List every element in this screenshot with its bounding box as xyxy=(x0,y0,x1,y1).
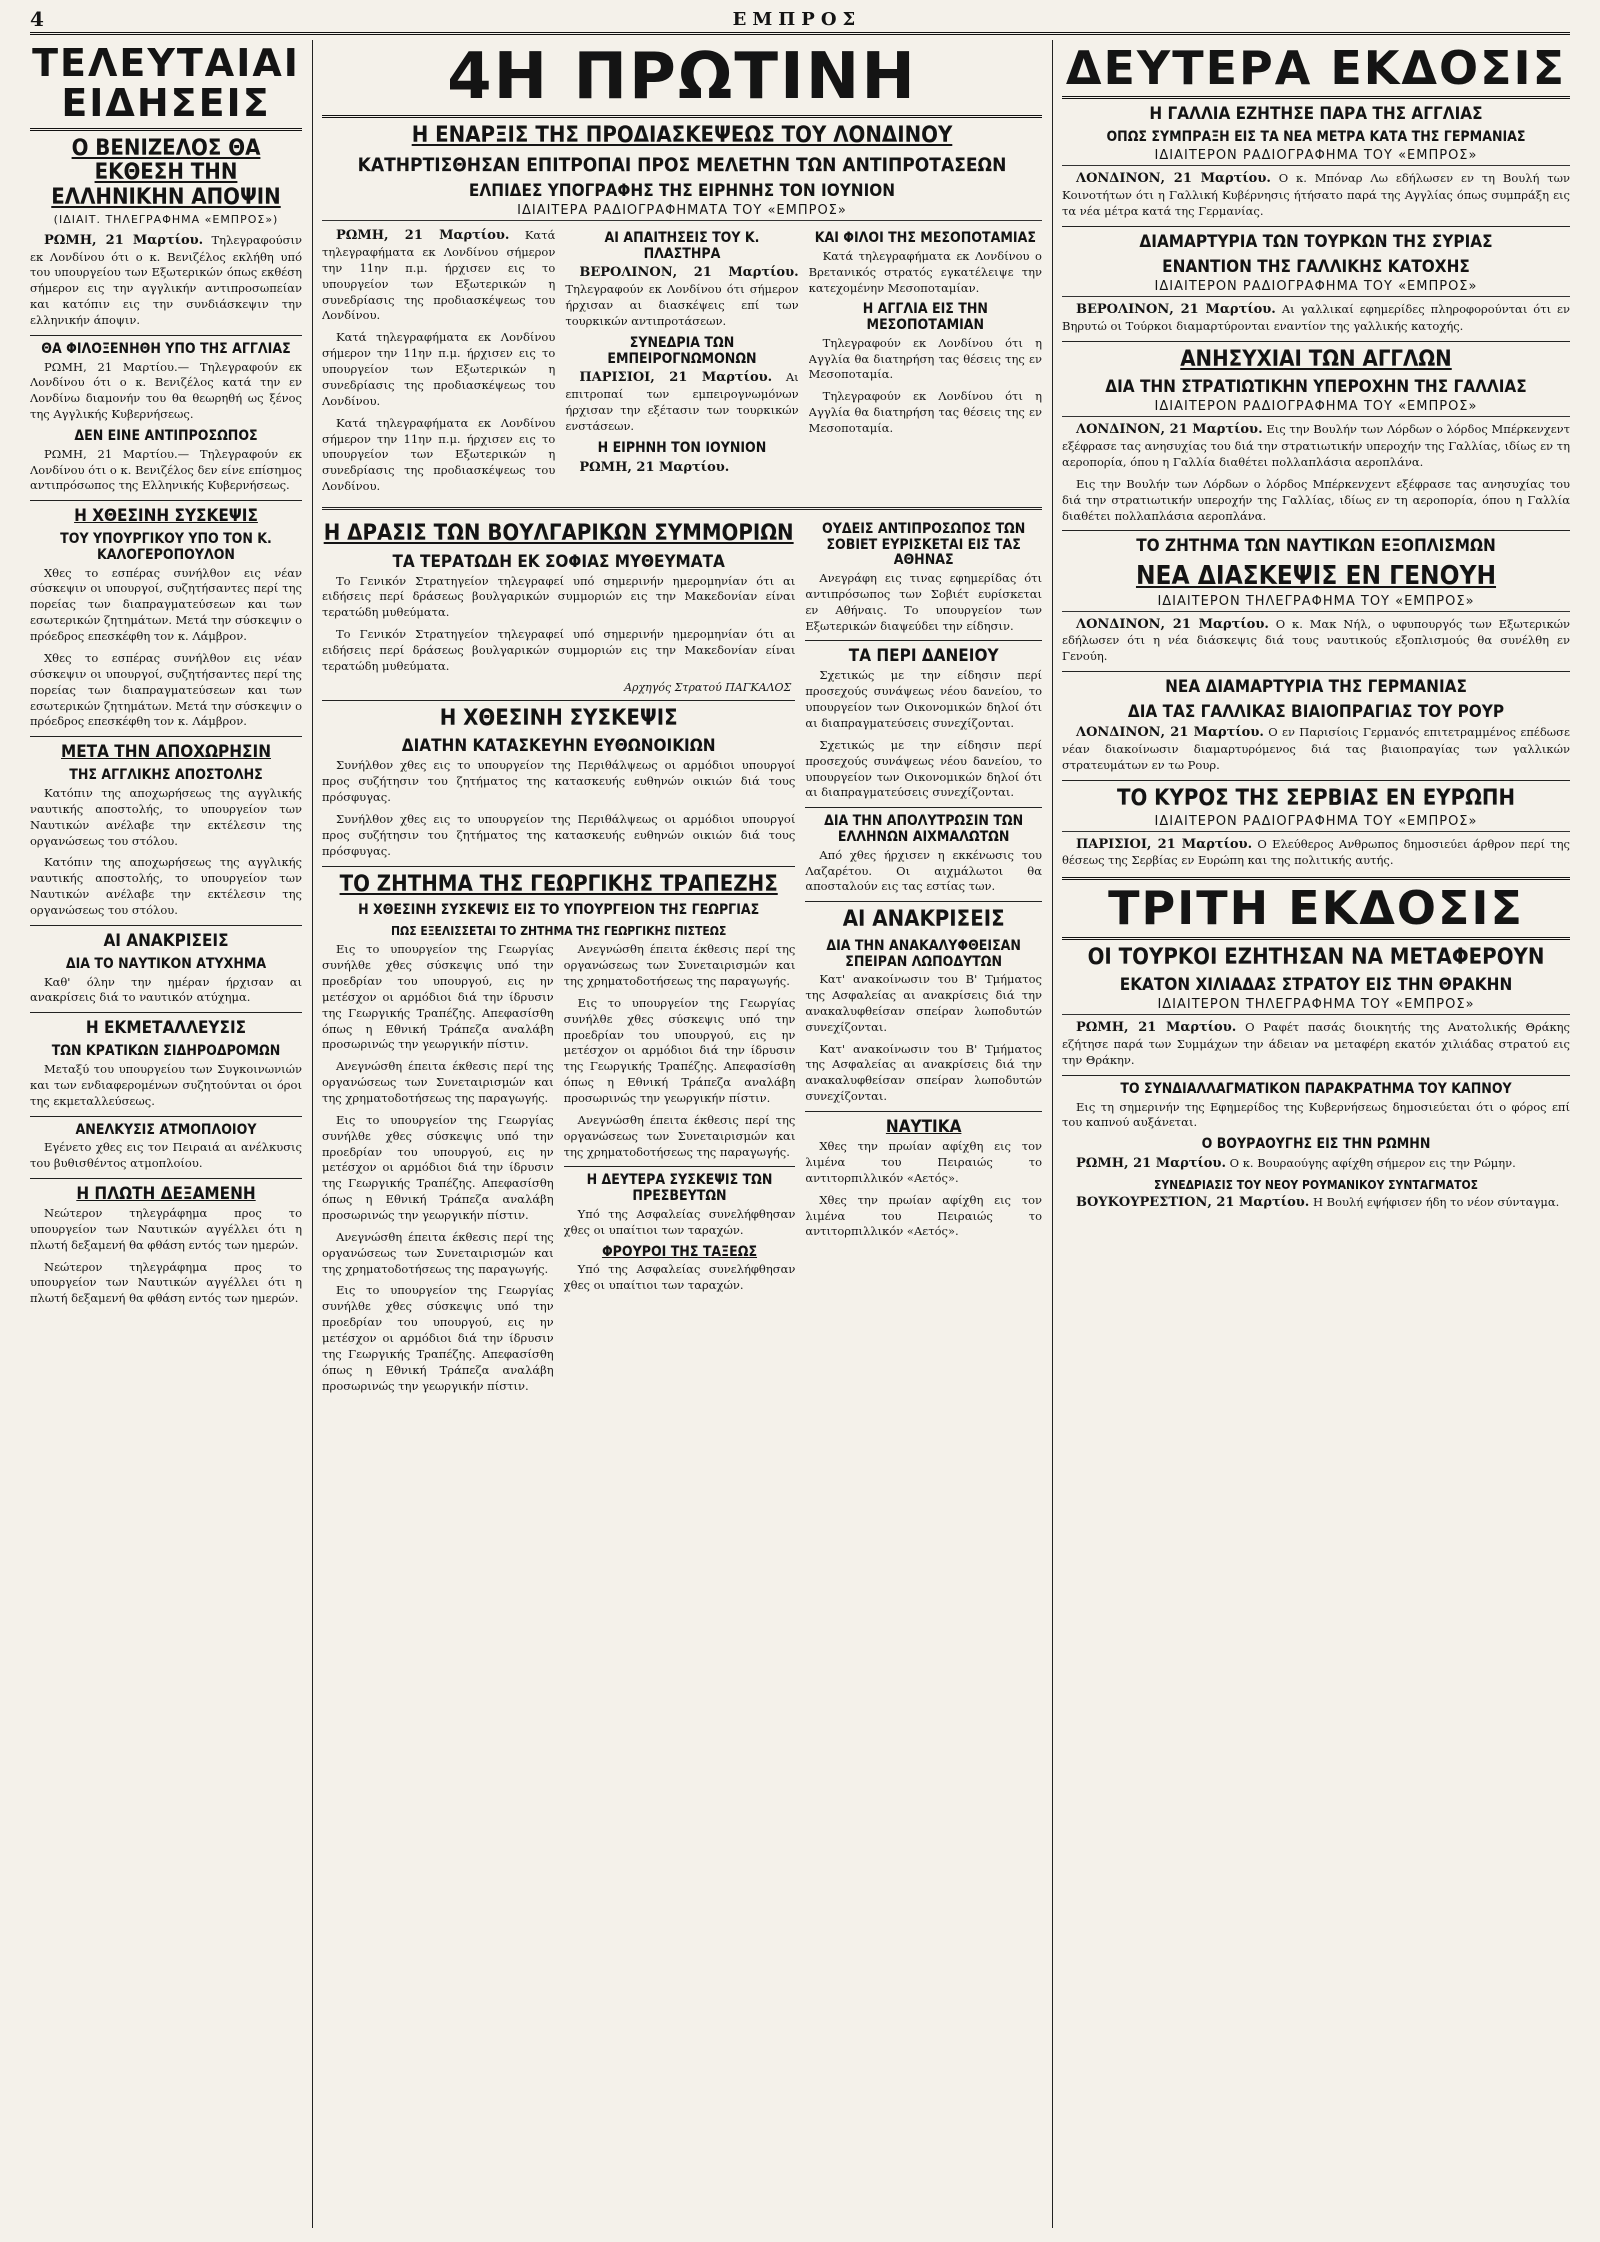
headline: Η ΧΘΕΣΙΝΗ ΣΥΣΚΕΨΙΣ xyxy=(439,705,678,731)
subheadline: ΤΩΝ ΚΡΑΤΙΚΩΝ ΣΙΔΗΡΟΔΡΟΜΩΝ xyxy=(51,1043,281,1060)
headline: ΤΟ ΖΗΤΗΜΑ ΤΗΣ ΓΕΩΡΓΙΚΗΣ ΤΡΑΠΕΖΗΣ xyxy=(339,871,778,897)
subheadline: ΕΚΑΤΟΝ ΧΙΛΙΑΔΑΣ ΣΤΡΑΤΟΥ ΕΙΣ ΤΗΝ ΘΡΑΚΗΝ xyxy=(1119,975,1513,996)
article-text: Υπό της Ασφαλείας συνελήφθησαν χθες οι υπαίτιοι των ταραχών. xyxy=(563,1262,796,1293)
headline: Η ΔΕΥΤΕΡΑ ΣΥΣΚΕΨΙΣ ΤΩΝ ΠΡΕΣΒΕΥΤΩΝ xyxy=(586,1172,773,1205)
headline: ΤΑ ΠΕΡΙ ΔΑΝΕΙΟΥ xyxy=(848,646,999,667)
dateline: ΒΕΡΟΛΙΝΟΝ, 21 Μαρτίου. xyxy=(1076,301,1276,317)
lead-story-columns xyxy=(322,225,1042,501)
headline: ΝΕΑ ΔΙΑΜΑΡΤΥΡΙΑ ΤΗΣ ΓΕΡΜΑΝΙΑΣ xyxy=(1165,677,1467,698)
right-banner: ΔΕΥΤΕΡΑ ΕΚΔΟΣΙΣ xyxy=(1062,40,1570,99)
left-column xyxy=(30,40,302,2228)
page-header xyxy=(30,6,1570,35)
article-text: Εις τη σημερινήν της Εφημερίδος της Κυβερνήσεως δημοσιεύεται ότι ο φόρος επί του καπνού αυξάνεται. xyxy=(1062,1099,1570,1130)
headline: ΔΙΑΜΑΡΤΥΡΙΑ ΤΩΝ ΤΟΥΡΚΩΝ ΤΗΣ ΣΥΡΙΑΣ xyxy=(1139,231,1493,252)
article-text: Χθες το εσπέρας συνήλθον εις νέαν σύσκεψιν οι υπουργοί, συζητήσαντες περί της πορείας των διαπραγματεύσεων και των εσωτερικών ζητημάτων. Μετά την σύσκεψιν ο πρόεδρος επεσκέφθη τον κ. Λάμβρον. xyxy=(30,565,302,644)
headline: ΦΡΟΥΡΟΙ ΤΗΣ ΤΑΞΕΩΣ xyxy=(601,1243,758,1260)
headline: Η ΕΚΜΕΤΑΛΛΕΥΣΙΣ xyxy=(85,1018,247,1039)
page-number: 4 xyxy=(30,7,44,31)
article-text: Η Βουλή εψήφισεν ήδη το νέον σύνταγμα. xyxy=(1312,1195,1560,1210)
headline: ΣΥΝΕΔΡΙΑΣΙΣ ΤΟΥ ΝΕΟΥ ΡΟΥΜΑΝΙΚΟΥ ΣΥΝΤΑΓΜΑΤΟΣ xyxy=(1153,1177,1479,1192)
article-text: Κατόπιν της αποχωρήσεως της αγγλικής ναυτικής αποστολής, το υπουργείον των Ναυτικών ανέλαβε την εκτέλεσιν της οργανώσεως του στόλου. xyxy=(30,855,302,917)
article-text: Χθες το εσπέρας συνήλθον εις νέαν σύσκεψιν οι υπουργοί, συζητήσαντες περί της πορείας των διαπραγματεύσεων και των εσωτερικών ζητημάτων. Μετά την σύσκεψιν ο πρόεδρος επεσκέφθη τον κ. Λάμβρον. xyxy=(30,650,302,729)
source-line: (ΙΔΙΑΙΤ. ΤΗΛΕΓΡΑΦΗΜΑ «ΕΜΠΡΟΣ») xyxy=(53,212,279,226)
article-text: Εις το υπουργείον της Γεωργίας συνήλθε χθες σύσκεψις υπό την προεδρίαν του υπουργού, εις ην μετέσχον οι αρμόδιοι διά την ίδρυσιν της Γεωργικής Τραπέζης. Απεφασίσθη όπως η Εθνική Τράπεζα αναλάβη προσωρινώς την γεωργικήν πίστιν. xyxy=(322,1283,554,1393)
article-text: Σχετικώς με την είδησιν περί προσεχούς συνάψεως νέου δανείου, το υπουργείον των Οικονομικών δηλοί ότι αι διαπραγματεύσεις συνεχίζονται. xyxy=(805,668,1042,730)
subheadline: ΕΛΠΙΔΕΣ ΥΠΟΓΡΑΦΗΣ ΤΗΣ ΕΙΡΗΝΗΣ ΤΟΝ ΙΟΥΝΙΟΝ xyxy=(468,181,896,202)
headline: ΤΟ ΣΥΝΔΙΑΛΛΑΓΜΑΤΙΚΟΝ ΠΑΡΑΚΡΑΤΗΜΑ ΤΟΥ ΚΑΠΝΟΥ xyxy=(1120,1080,1512,1097)
subheadline: ΔΙΑ ΤΟ ΝΑΥΤΙΚΟΝ ΑΤΥΧΗΜΑ xyxy=(65,955,267,972)
article-text: Χθες την πρωίαν αφίχθη εις τον λιμένα του Πειραιώς το αντιτορπιλλικόν «Αετός». xyxy=(805,1192,1042,1239)
headline: ΑΙ ΑΝΑΚΡΙΣΕΙΣ xyxy=(103,930,229,951)
article-text: Το Γενικόν Στρατηγείον τηλεγραφεί υπό σημερινήν ημερομηνίαν ότι αι ειδήσεις περί δράσεως βουλγαρικών συμμοριών εις την Μακεδονίαν είναι τερατώδη μυθεύματα. xyxy=(322,573,796,620)
headline: Η ΕΙΡΗΝΗ ΤΟΝ ΙΟΥΝΙΟΝ xyxy=(597,439,767,456)
subheadline: ΤΗΣ ΑΓΓΛΙΚΗΣ ΑΠΟΣΤΟΛΗΣ xyxy=(69,767,263,784)
subheadline: ΔΙΑΤΗΝ ΚΑΤΑΣΚΕΥΗΝ ΕΥΘΩΝΟΙΚΙΩΝ xyxy=(401,736,716,757)
headline: ΑΙ ΑΝΑΚΡΙΣΕΙΣ xyxy=(842,907,1005,933)
subheadline: ΝΕΑ ΔΙΑΣΚΕΨΙΣ ΕΝ ΓΕΝΟΥΗ xyxy=(1135,561,1497,592)
headline: ΟΥΔΕΙΣ ΑΝΤΙΠΡΟΣΩΠΟΣ ΤΩΝ ΣΟΒΙΕΤ ΕΥΡΙΣΚΕΤΑΙ ΕΙΣ ΤΑΣ ΑΘΗΝΑΣ xyxy=(822,520,1026,569)
headline: ΑΙ ΑΠΑΙΤΗΣΕΙΣ ΤΟΥ Κ. ΠΛΑΣΤΗΡΑ xyxy=(604,230,760,262)
article-text: Τηλεγραφούν εκ Λονδίνου ότι η Αγγλία θα διατηρήση τας θέσεις της εν Μεσοποταμία. xyxy=(808,335,1042,382)
article-text: Τηλεγραφούν εκ Λονδίνου ότι σήμερον ήρχισαν αι διασκέψεις επί των τουρκικών αντιπροτάσεων. xyxy=(565,282,799,329)
source-line: ΙΔΙΑΙΤΕΡΑ ΡΑΔΙΟΓΡΑΦΗΜΑΤΑ ΤΟΥ «ΕΜΠΡΟΣ» xyxy=(322,203,1042,221)
article-text: Νεώτερον τηλεγράφημα προς το υπουργείον των Ναυτικών αγγέλλει ότι η πλωτή δεξαμενή θα φθάση εντός των ημερών. xyxy=(30,1259,302,1306)
center-column xyxy=(322,40,1042,2228)
article-text: Ανεγνώσθη έπειτα έκθεσις περί της οργανώσεως των Συνεταιρισμών και της χρηματοδοτήσεως της παραγωγής. xyxy=(563,942,796,989)
article-text: Το Γενικόν Στρατηγείον τηλεγραφεί υπό σημερινήν ημερομηνίαν ότι αι ειδήσεις περί δράσεως βουλγαρικών συμμοριών εις την Μακεδονίαν είναι τερατώδη μυθεύματα. xyxy=(322,627,796,673)
source-line: ΙΔΙΑΙΤΕΡΟΝ ΤΗΛΕΓΡΑΦΗΜΑ ΤΟΥ «ΕΜΠΡΟΣ» xyxy=(1062,997,1570,1015)
right-column xyxy=(1062,40,1570,2228)
headline: ΝΑΥΤΙΚΑ xyxy=(885,1117,962,1138)
third-edition-banner: ΤΡΙΤΗ ΕΚΔΟΣΙΣ xyxy=(1062,877,1570,939)
article-text: Καθ' όλην την ημέραν ήρχισαν αι ανακρίσεις διά το ναυτικόν ατύχημα. xyxy=(30,974,302,1005)
article-text: ΡΩΜΗ, 21 Μαρτίου.— Τηλεγραφούν εκ Λονδίνου ότι ο κ. Βενιζέλος δεν είνε επίσημος αντιπρόσωπος της Ελληνικής Κυβερνήσεως. xyxy=(30,446,302,493)
article-text: Εγένετο χθες εις τον Πειραιά αι ανέλκυσις του βυθισθέντος ατμοπλοίου. xyxy=(30,1140,302,1171)
signature: Αρχηγός Στρατού ΠΑΓΚΑΛΟΣ xyxy=(624,680,792,694)
dateline: ΠΑΡΙΣΙΟΙ, 21 Μαρτίου. xyxy=(1076,836,1253,852)
dateline: ΡΩΜΗ, 21 Μαρτίου. xyxy=(579,459,730,475)
source-line: ΙΔΙΑΙΤΕΡΟΝ ΡΑΔΙΟΓΡΑΦΗΜΑ ΤΟΥ «ΕΜΠΡΟΣ» xyxy=(1062,399,1570,417)
left-banner: ΤΕΛΕΥΤΑΙΑΙ ΕΙΔΗΣΕΙΣ xyxy=(30,40,302,131)
headline: ΑΝΕΛΚΥΣΙΣ ΑΤΜΟΠΛΟΙΟΥ xyxy=(75,1121,257,1138)
article-text: Αι επιτροπαί των εμπειρογνωμόνων ήρχισαν την εξέτασιν των τουρκικών ενστάσεων. xyxy=(565,370,799,433)
dateline: ΛΟΝΔΙΝΟΝ, 21 Μαρτίου. xyxy=(1076,616,1269,632)
article-text: Κατόπιν της αποχωρήσεως της αγγλικής ναυτικής αποστολής, το υπουργείον των Ναυτικών ανέλαβε την εκτέλεσιν της οργανώσεως του στόλου. xyxy=(30,785,302,848)
subheadline: Η ΧΘΕΣΙΝΗ ΣΥΣΚΕΨΙΣ ΕΙΣ ΤΟ ΥΠΟΥΡΓΕΙΟΝ ΤΗΣ ΓΕΩΡΓΙΑΣ xyxy=(358,902,760,919)
dateline: ΡΩΜΗ, 21 Μαρτίου. xyxy=(44,232,204,248)
dateline: ΛΟΝΔΙΝΟΝ, 21 Μαρτίου. xyxy=(1076,725,1264,741)
masthead: ΕΜΠΡΟΣ xyxy=(732,8,862,30)
article-text: Τηλεγραφούν εκ Λονδίνου ότι η Αγγλία θα διατηρήση τας θέσεις της εν Μεσοποταμία. xyxy=(808,389,1042,435)
dateline: ΛΟΝΔΙΝΟΝ, 21 Μαρτίου. xyxy=(1076,171,1271,186)
article-text: Υπό της Ασφαλείας συνελήφθησαν χθες οι υπαίτιοι των ταραχών. xyxy=(563,1206,796,1237)
article-text: Ο κ. Βουραούγης αφίχθη σήμερον εις την Ρώμην. xyxy=(1229,1156,1516,1171)
dateline: ΡΩΜΗ, 21 Μαρτίου. xyxy=(1076,1020,1237,1036)
headline: Η ΧΘΕΣΙΝΗ ΣΥΣΚΕΨΙΣ xyxy=(74,506,258,527)
headline: Η ΔΡΑΣΙΣ ΤΩΝ ΒΟΥΛΓΑΡΙΚΩΝ ΣΥΜΜΟΡΙΩΝ xyxy=(323,520,794,546)
article-text: Εις την Βουλήν των Λόρδων ο λόρδος Μπέρκενχεντ εξέφρασε τας ανησυχίας του διά την στρατιωτικήν υπεροχήν της Γαλλίας, ιδίως εν τη αεροπορία, όπου η Γαλλία διαθέτει πολλαπλάσια αεροπλάνα. xyxy=(1062,476,1570,523)
article-text: Ανεγνώσθη έπειτα έκθεσις περί της οργανώσεως των Συνεταιρισμών και της χρηματοδοτήσεως της παραγωγής. xyxy=(563,1112,796,1159)
column-rule xyxy=(1052,40,1053,2228)
dateline: ΛΟΝΔΙΝΟΝ, 21 Μαρτίου. xyxy=(1076,422,1263,438)
headline: ΣΥΝΕΔΡΙΑ ΤΩΝ ΕΜΠΕΙΡΟΓΝΩΜΟΝΩΝ xyxy=(607,334,757,367)
article-text: Κατά τηλεγραφήματα εκ Λονδίνου σήμερον την 11ην π.μ. ήρχισεν εις το υπουργείον των Εξωτερικών η συνεδρίασις της προδιασκέψεως του Λονδίνου. xyxy=(322,415,556,494)
dateline: ΠΑΡΙΣΙΟΙ, 21 Μαρτίου. xyxy=(579,370,773,386)
dateline: ΒΟΥΚΟΥΡΕΣΤΙΟΝ, 21 Μαρτίου. xyxy=(1076,1195,1310,1211)
article-text: Μεταξύ του υπουργείου των Συγκοινωνιών και των ενδιαφερομένων συζητούνται οι όροι της εκμεταλλεύσεως. xyxy=(30,1061,302,1108)
source-line: ΙΔΙΑΙΤΕΡΟΝ ΤΗΛΕΓΡΑΦΗΜΑ ΤΟΥ «ΕΜΠΡΟΣ» xyxy=(1062,594,1570,612)
article-text: Συνήλθον χθες εις το υπουργείον της Περιθάλψεως οι αρμόδιοι υπουργοί προς συζήτησιν του ζητήματος της κατασκευής ευθηνών οικιών διά τους πρόσφυγας. xyxy=(322,811,796,858)
dateline: ΡΩΜΗ, 21 Μαρτίου. xyxy=(1076,1156,1226,1172)
article-text: ΡΩΜΗ, 21 Μαρτίου.— Τηλεγραφούν εκ Λονδίνου ότι ο κ. Βενιζέλος κατά την εν Λονδίνω διαμονήν του θα θεωρηθή ως ξένος της Αγγλικής Κυβερνήσεως. xyxy=(30,359,302,422)
headline: ΤΟ ΚΥΡΟΣ ΤΗΣ ΣΕΡΒΙΑΣ ΕΝ ΕΥΡΩΠΗ xyxy=(1116,785,1516,811)
article-text: Κατά τηλεγραφήματα εκ Λονδίνου ο Βρετανικός στρατός εγκατέλειψε την κατεχομένην Μεσοποταμίαν. xyxy=(808,248,1042,295)
headline: ΤΟ ΖΗΤΗΜΑ ΤΩΝ ΝΑΥΤΙΚΩΝ ΕΞΟΠΛΙΣΜΩΝ xyxy=(1136,536,1496,557)
subheadline: ΔΙΑ ΤΑΣ ΓΑΛΛΙΚΑΣ ΒΙΑΙΟΠΡΑΓΙΑΣ ΤΟΥ ΡΟΥΡ xyxy=(1127,702,1505,723)
subheadline: ΔΙΑ ΤΗΝ ΑΝΑΚΑΛΥΦΘΕΙΣΑΝ ΣΠΕΙΡΑΝ ΛΩΠΟΔΥΤΩΝ xyxy=(826,937,1021,970)
headline: Ο ΒΕΝΙΖΕΛΟΣ ΘΑ ΕΚΘΕΣΗ ΤΗΝ ΕΛΛΗΝΙΚΗΝ ΑΠΟΨΙΝ xyxy=(51,135,281,211)
dateline: ΒΕΡΟΛΙΝΟΝ, 21 Μαρτίου. xyxy=(579,265,799,281)
article-text: Εις το υπουργείον της Γεωργίας συνήλθε χθες σύσκεψις υπό την προεδρίαν του υπουργού, εις ην μετέσχον οι αρμόδιοι διά την ίδρυσιν της Γεωργικής Τραπέζης. Απεφασίσθη όπως η Εθνική Τράπεζα αναλάβη προσωρινώς την γεωργικήν πίστιν. xyxy=(322,1112,554,1223)
headline: ΚΑΙ ΦΙΛΟΙ ΤΗΣ ΜΕΣΟΠΟΤΑΜΙΑΣ xyxy=(814,230,1036,247)
article-text: Νεώτερον τηλεγράφημα προς το υπουργείον των Ναυτικών αγγέλλει ότι η πλωτή δεξαμενή θα φθάση εντός των ημερών. xyxy=(30,1205,302,1252)
subheadline: ΤΑ ΤΕΡΑΤΩΔΗ ΕΚ ΣΟΦΙΑΣ ΜΥΘΕΥΜΑΤΑ xyxy=(392,551,725,572)
source-line: ΙΔΙΑΙΤΕΡΟΝ ΡΑΔΙΟΓΡΑΦΗΜΑ ΤΟΥ «ΕΜΠΡΟΣ» xyxy=(1062,814,1570,832)
source-line: ΙΔΙΑΙΤΕΡΟΝ ΡΑΔΙΟΓΡΑΦΗΜΑ ΤΟΥ «ΕΜΠΡΟΣ» xyxy=(1062,279,1570,297)
article-text: Ο εν Παρισίοις Γερμανός επιτετραμμένος επέδωσε νέαν διακοίνωσιν διαμαρτυρόμενος διά τας βιαιοπραγίας των γαλλικών στρατευμάτων εν τω Ρουρ. xyxy=(1062,725,1570,773)
article-text: Εις την Βουλήν των Λόρδων ο λόρδος Μπέρκενχεντ εξέφρασε τας ανησυχίας του διά την στρατιωτικήν υπεροχήν της Γαλλίας, ιδίως εν τη αεροπορία, όπου η Γαλλία διαθέτει πολλαπλάσια αεροπλάνα. xyxy=(1062,422,1570,469)
article-text: Κατ' ανακοίνωσιν του Β' Τμήματος της Ασφαλείας αι ανακρίσεις διά την ανακαλυφθείσαν σπείραν λωποδυτών συνεχίζονται. xyxy=(805,1041,1042,1104)
headline: Η ΕΝΑΡΞΙΣ ΤΗΣ ΠΡΟΔΙΑΣΚΕΨΕΩΣ ΤΟΥ ΛΟΝΔΙΝΟΥ xyxy=(411,123,953,149)
headline: ΟΙ ΤΟΥΡΚΟΙ ΕΖΗΤΗΣΑΝ ΝΑ ΜΕΤΑΦΕΡΟΥΝ xyxy=(1087,944,1545,970)
headline: ΘΑ ΦΙΛΟΞΕΝΗΘΗ ΥΠΟ ΤΗΣ ΑΓΓΛΙΑΣ xyxy=(41,340,291,357)
article-text: Σχετικώς με την είδησιν περί προσεχούς συνάψεως νέου δανείου, το υπουργείον των Οικονομικών δηλοί ότι αι διαπραγματεύσεις συνεχίζονται. xyxy=(805,737,1042,800)
article-text: Κατ' ανακοίνωσιν του Β' Τμήματος της Ασφαλείας αι ανακρίσεις διά την ανακαλυφθείσαν σπείραν λωποδυτών συνεχίζονται. xyxy=(805,972,1042,1034)
center-banner: 4Η ΠΡΩΤΙΝΗ xyxy=(322,40,1042,118)
subheadline: ΤΟΥ ΥΠΟΥΡΓΙΚΟΥ ΥΠΟ ΤΟΝ Κ. ΚΑΛΟΓΕΡΟΠΟΥΛΟΝ xyxy=(60,531,272,563)
subheadline: ΠΩΣ ΕΞΕΛΙΣΣΕΤΑΙ ΤΟ ΖΗΤΗΜΑ ΤΗΣ ΓΕΩΡΓΙΚΗΣ ΠΙΣΤΕΩΣ xyxy=(390,923,727,938)
article-text: Ανεγνώσθη έπειτα έκθεσις περί της οργανώσεως των Συνεταιρισμών και της χρηματοδοτήσεως της παραγωγής. xyxy=(322,1229,554,1276)
article-text: Συνήλθον χθες εις το υπουργείον της Περιθάλψεως οι αρμόδιοι υπουργοί προς συζήτησιν του ζητήματος της κατασκευής ευθηνών οικιών διά τους πρόσφυγας. xyxy=(322,758,796,805)
source-line: ΙΔΙΑΙΤΕΡΟΝ ΡΑΔΙΟΓΡΑΦΗΜΑ ΤΟΥ «ΕΜΠΡΟΣ» xyxy=(1062,148,1570,166)
article-text: Εις το υπουργείον της Γεωργίας συνήλθε χθες σύσκεψις υπό την προεδρίαν του υπουργού, εις ην μετέσχον οι αρμόδιοι διά την ίδρυσιν της Γεωργικής Τραπέζης. Απεφασίσθη όπως η Εθνική Τράπεζα αναλάβη προσωρινώς την γεωργικήν πίστιν. xyxy=(322,942,554,1052)
headline: ΔΕΝ ΕΙΝΕ ΑΝΤΙΠΡΟΣΩΠΟΣ xyxy=(74,428,258,444)
article-text: Ο κ. Μπόναρ Λω εδήλωσεν εν τη Βουλή των Κοινοτήτων ότι η Γαλλική Κυβέρνησις ήτήσατο παρά της Αγγλίας όπως συμπράξη εις τα νέα μέτρα κατά της Γερμανίας. xyxy=(1062,171,1570,218)
subheadline: ΟΠΩΣ ΣΥΜΠΡΑΞΗ ΕΙΣ ΤΑ ΝΕΑ ΜΕΤΡΑ ΚΑΤΑ ΤΗΣ ΓΕΡΜΑΝΙΑΣ xyxy=(1106,129,1526,146)
subheadline: ΔΙΑ ΤΗΝ ΣΤΡΑΤΙΩΤΙΚΗΝ ΥΠΕΡΟΧΗΝ ΤΗΣ ΓΑΛΛΙΑΣ xyxy=(1105,377,1527,398)
article-text: Χθες την πρωίαν αφίχθη εις τον λιμένα του Πειραιώς το αντιτορπιλλικόν «Αετός». xyxy=(805,1139,1042,1185)
headline: ΑΝΗΣΥΧΙΑΙ ΤΩΝ ΑΓΓΛΩΝ xyxy=(1180,346,1452,372)
article-text: Κατά τηλεγραφήματα εκ Λονδίνου σήμερον την 11ην π.μ. ήρχισεν εις το υπουργείον των Εξωτερικών η συνεδρίασις της προδιασκέψεως του Λονδίνου. xyxy=(322,228,556,323)
middle-stories xyxy=(322,516,1042,1401)
headline: ΔΙΑ ΤΗΝ ΑΠΟΛΥΤΡΩΣΙΝ ΤΩΝ ΕΛΛΗΝΩΝ ΑΙΧΜΑΛΩΤΩΝ xyxy=(824,813,1024,845)
article-text: Τηλεγραφούσιν εκ Λονδίνου ότι ο κ. Βενιζέλος εκλήθη υπό του υπουργείου των Εξωτερικών όπως εκθέση σήμερον εις την αγγλικήν αντιπροσωπείαν και κατόπιν εις την συνδιάσκεψιν την ελληνικήν άποψιν. xyxy=(30,232,302,328)
subheadline: ΚΑΤΗΡΤΙΣΘΗΣΑΝ ΕΠΙΤΡΟΠΑΙ ΠΡΟΣ ΜΕΛΕΤΗΝ ΤΩΝ ΑΝΤΙΠΡΟΤΑΣΕΩΝ xyxy=(357,153,1007,176)
column-rule xyxy=(312,40,313,2228)
article-text: Κατά τηλεγραφήματα εκ Λονδίνου σήμερον την 11ην π.μ. ήρχισεν εις το υπουργείον των Εξωτερικών η συνεδρίασις της προδιασκέψεως του Λονδίνου. xyxy=(322,330,556,408)
subheadline: ΕΝΑΝΤΙΟΝ ΤΗΣ ΓΑΛΛΙΚΗΣ ΚΑΤΟΧΗΣ xyxy=(1162,256,1470,277)
article-text: Εις το υπουργείον της Γεωργίας συνήλθε χθες σύσκεψις υπό την προεδρίαν του υπουργού, εις ην μετέσχον οι αρμόδιοι διά την ίδρυσιν της Γεωργικής Τραπέζης. Απεφασίσθη όπως η Εθνική Τράπεζα αναλάβη προσωρινώς την γεωργικήν πίστιν. xyxy=(563,995,796,1106)
headline: ΜΕΤΑ ΤΗΝ ΑΠΟΧΩΡΗΣΙΝ xyxy=(61,742,271,763)
headline: Η ΠΛΩΤΗ ΔΕΞΑΜΕΝΗ xyxy=(76,1183,256,1204)
headline: Η ΑΓΓΛΙΑ ΕΙΣ ΤΗΝ ΜΕΣΟΠΟΤΑΜΙΑΝ xyxy=(862,301,988,334)
article-text: Ο κ. Μακ Νήλ, ο υφυπουργός των Εξωτερικών εδήλωσεν ότι η νέα διάσκεψις διά τους ναυτικούς εξοπλισμούς θα συνέλθη εν Γενούη. xyxy=(1062,616,1570,664)
headline: Η ΓΑΛΛΙΑ ΕΖΗΤΗΣΕ ΠΑΡΑ ΤΗΣ ΑΓΓΛΙΑΣ xyxy=(1149,104,1483,125)
article-text: Ανεγνώσθη έπειτα έκθεσις περί της οργανώσεως των Συνεταιρισμών και της χρηματοδοτήσεως της παραγωγής. xyxy=(322,1059,554,1106)
article-text: Ο Ελεύθερος Ανθρωπος δημοσιεύει άρθρον περί της θέσεως της Σερβίας εν Ευρώπη και της πολιτικής αυτής. xyxy=(1062,836,1570,868)
article-text: Ο Ραφέτ πασάς διοικητής της Ανατολικής Θράκης εζήτησε παρά των Συμμάχων την άδειαν να μεταφέρη εκατόν χιλιάδας στρατού εις την Θράκην. xyxy=(1062,1020,1570,1068)
article-text: Ανεγράφη εις τινας εφημερίδας ότι αντιπρόσωπος των Σοβιέτ ευρίσκεται εν Αθήναις. Το υπουργείον των Εξωτερικών διαψεύδει την είδησιν. xyxy=(805,570,1042,633)
article-text: Από χθες ήρχισεν η εκκένωσις του Λαζαρέτου. Οι αιχμάλωτοι θα αποσταλούν εις τας εστίας των. xyxy=(805,847,1042,894)
dateline: ΡΩΜΗ, 21 Μαρτίου. xyxy=(336,228,510,244)
article-text: Αι γαλλικαί εφημερίδες πληροφορούνται ότι εν Βηρυτώ οι Τούρκοι διαμαρτύρονται εναντίον της γαλλικής κατοχής. xyxy=(1062,301,1570,333)
headline: Ο ΒΟΥΡΑΟΥΓΗΣ ΕΙΣ ΤΗΝ ΡΩΜΗΝ xyxy=(1201,1136,1431,1153)
